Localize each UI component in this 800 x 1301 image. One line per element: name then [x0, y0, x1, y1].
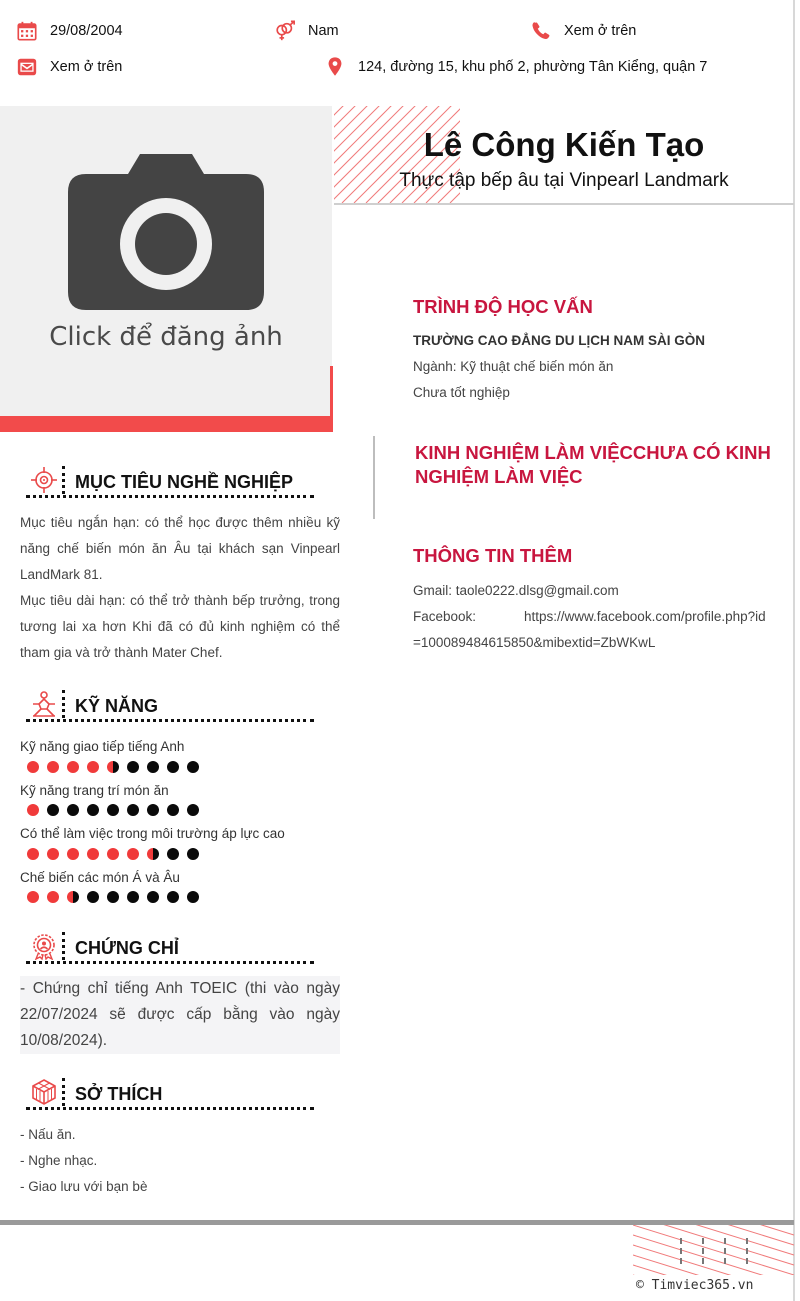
page-right-border	[793, 0, 795, 1301]
heading-vertical-dots	[62, 466, 65, 494]
hobby-item: - Nghe nhạc.	[20, 1153, 98, 1168]
skill-dot	[67, 891, 79, 903]
skill-name: Chế biến các món Á và Âu	[20, 870, 180, 885]
skill-dot	[107, 761, 119, 773]
skill-dot	[187, 891, 199, 903]
camera-icon	[66, 152, 266, 312]
hobby-icon	[30, 1078, 58, 1106]
skill-dot	[147, 761, 159, 773]
experience-title: KINH NGHIỆM LÀM VIỆCCHƯA CÓ KINH NGHIỆM LÀM VIỆC	[415, 442, 771, 487]
email-text: Xem ở trên	[50, 59, 123, 75]
certificates-title: CHỨNG CHỈ	[75, 938, 179, 958]
birthdate-text: 29/08/2004	[50, 23, 123, 39]
additional-info-title: THÔNG TIN THÊM	[413, 545, 573, 566]
career-goal-text	[20, 510, 340, 666]
photo-accent-bar	[0, 416, 332, 432]
hobby-item: - Giao lưu với bạn bè	[20, 1179, 148, 1194]
email-icon	[16, 56, 38, 78]
education-status: Chưa tốt nghiệp	[413, 385, 510, 400]
certificate-icon	[30, 932, 58, 960]
skill-dot	[47, 761, 59, 773]
skill-dot	[167, 891, 179, 903]
skill-dot	[87, 761, 99, 773]
skill-dot	[187, 761, 199, 773]
career-goal-title: MỤC TIÊU NGHỀ NGHIỆP	[75, 472, 294, 492]
skills-icon	[30, 690, 58, 718]
heading-underline-dots	[26, 1107, 314, 1110]
phone-text: Xem ở trên	[564, 23, 637, 39]
skill-dot	[27, 804, 39, 816]
school-name: TRƯỜNG CAO ĐẲNG DU LỊCH NAM SÀI GÒN	[413, 333, 705, 348]
heading-vertical-dots	[62, 1078, 65, 1106]
heading-vertical-dots	[62, 690, 65, 718]
photo-placeholder-text: Click để đăng ảnh	[49, 322, 283, 352]
skill-dot	[127, 848, 139, 860]
skill-dot	[127, 804, 139, 816]
skill-dot	[47, 804, 59, 816]
photo-accent-side	[330, 366, 333, 432]
facebook-label: Facebook:	[413, 609, 477, 624]
long-term-goal: Mục tiêu dài hạn: có thể trở thành bếp trưởng, trong tương lai xa hơn Khi đã có đủ kinh nghiệm có thể tham gia và trở thành Mater Chef.	[20, 593, 340, 660]
contact-birthdate	[16, 20, 123, 42]
target-icon	[30, 466, 58, 494]
skill-name: Có thể làm việc trong môi trường áp lực cao	[20, 826, 285, 841]
skill-dot	[187, 804, 199, 816]
candidate-name: Lê Công Kiến Tạo	[423, 126, 705, 163]
skill-rating	[27, 761, 207, 773]
skill-dot	[27, 891, 39, 903]
skill-dot	[167, 848, 179, 860]
footer-copyright: © Timviec365.vn	[636, 1278, 754, 1293]
education-major: Ngành: Kỹ thuật chế biến món ăn	[413, 359, 614, 374]
gender-text: Nam	[308, 23, 339, 39]
heading-underline-dots	[26, 961, 314, 964]
career-goal-heading	[26, 466, 314, 506]
skill-rating	[27, 804, 207, 816]
gender-icon	[274, 20, 296, 42]
contact-gender	[274, 20, 339, 42]
skill-dot	[47, 891, 59, 903]
skill-dot	[167, 761, 179, 773]
contact-email	[16, 56, 122, 78]
facebook-url[interactable]: https://www.facebook.com/profile.php?id=100089484615850&mibextid=ZbWKwL	[413, 609, 766, 650]
skill-name: Kỹ năng trang trí món ăn	[20, 783, 169, 798]
calendar-icon	[16, 20, 38, 42]
header-divider	[334, 203, 794, 205]
short-term-goal: Mục tiêu ngắn hạn: có thể học được thêm nhiều kỹ năng chế biến món ăn Âu tại khách sạn Vinpearl LandMark 81.	[20, 515, 340, 582]
hobbies-heading	[26, 1078, 314, 1118]
contact-address	[324, 56, 707, 78]
heading-underline-dots	[26, 719, 314, 722]
skill-dot	[147, 891, 159, 903]
skill-dot	[27, 848, 39, 860]
job-title: Thực tập bếp âu tại Vinpearl Landmark	[399, 170, 729, 191]
hobby-item: - Nấu ăn.	[20, 1127, 76, 1142]
skills-heading	[26, 690, 314, 730]
skill-dot	[167, 804, 179, 816]
experience-divider	[373, 436, 375, 519]
heading-underline-dots	[26, 495, 314, 498]
hobbies-title: SỞ THÍCH	[75, 1084, 163, 1104]
skill-rating	[27, 891, 207, 903]
location-icon	[324, 56, 346, 78]
skill-dot	[87, 891, 99, 903]
gmail-text: Gmail: taole0222.dlsg@gmail.com	[413, 583, 619, 598]
photo-upload-area[interactable]	[0, 106, 332, 416]
skill-dot	[67, 761, 79, 773]
facebook-info	[413, 604, 773, 656]
skill-dot	[107, 848, 119, 860]
skill-dot	[87, 848, 99, 860]
education-title: TRÌNH ĐỘ HỌC VẤN	[413, 296, 593, 317]
skill-dot	[27, 761, 39, 773]
skill-name: Kỹ năng giao tiếp tiếng Anh	[20, 739, 185, 754]
skill-dot	[187, 848, 199, 860]
skill-dot	[127, 761, 139, 773]
phone-icon	[530, 20, 552, 42]
skill-dot	[47, 848, 59, 860]
skill-dot	[67, 804, 79, 816]
heading-vertical-dots	[62, 932, 65, 960]
certificates-heading	[26, 932, 314, 972]
skill-rating	[27, 848, 207, 860]
skill-dot	[147, 804, 159, 816]
footer-dash-decoration	[680, 1238, 768, 1264]
skill-dot	[107, 891, 119, 903]
skill-dot	[147, 848, 159, 860]
contact-phone	[530, 20, 636, 42]
skills-title: KỸ NĂNG	[75, 696, 159, 716]
address-text: 124, đường 15, khu phố 2, phường Tân Kiểng, quận 7	[358, 59, 708, 75]
skill-dot	[87, 804, 99, 816]
skill-dot	[107, 804, 119, 816]
skill-dot	[127, 891, 139, 903]
skill-dot	[67, 848, 79, 860]
certificate-text: - Chứng chỉ tiếng Anh TOEIC (thi vào ngày 22/07/2024 sẽ được cấp bằng vào ngày 10/08/2024).	[20, 976, 340, 1054]
